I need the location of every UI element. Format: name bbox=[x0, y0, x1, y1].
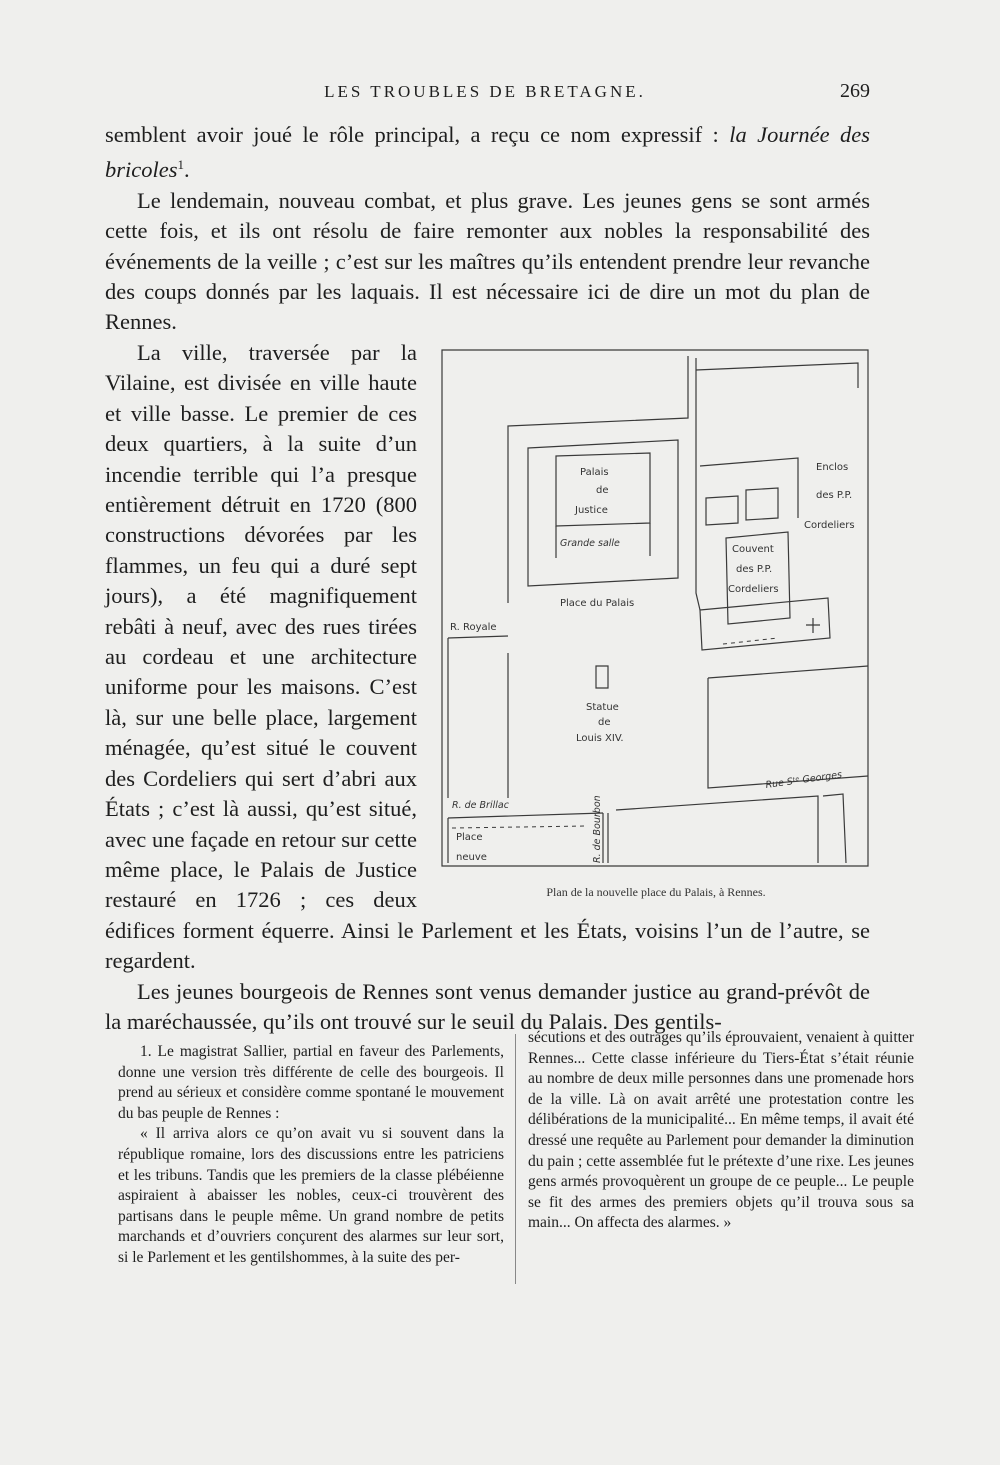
footnote-column-left bbox=[118, 1042, 504, 1269]
figure-caption: Plan de la nouvelle place du Palais, à Rennes. bbox=[546, 885, 766, 899]
plan-label-place-du-palais: Place du Palais bbox=[560, 598, 635, 609]
plan-label-rue-st-georges: Rue Sᵗᵉ Georges bbox=[764, 769, 843, 791]
plan-label-rue-de-bourbon: R. de Bourbon bbox=[592, 795, 603, 863]
footnote-1-quote-start: « Il arriva alors ce qu’on avait vu si souvent dans la république romaine, lors des discussions entre les patriciens et les tribuns. Tandis que les premiers de la classe plébéienne aspiraient à abaisser les nobles, ceux-ci trouvèrent des partisans dans le peuple même. Un grand nombre de petits marchands et d’ouvriers conçurent des alarmes sur leur sort, si le Parlement et les gentilshommes, à la suite des per- bbox=[118, 1125, 504, 1266]
running-title: LES TROUBLES DE BRETAGNE. bbox=[324, 82, 646, 101]
italic-phrase: la Journée des bricoles bbox=[105, 122, 870, 183]
plan-label-place-neuve-2: neuve bbox=[456, 852, 487, 863]
plan-label-statue-3: Louis XIV. bbox=[576, 733, 624, 744]
plan-label-couvent-1: Couvent bbox=[732, 544, 774, 555]
paragraph-jeunes-bourgeois: Les jeunes bourgeois de Rennes sont venus demander justice au grand-prévôt de la maréchaussée, qu’ils ont trouvé sur le seuil du Palais. Des gentils- bbox=[105, 978, 870, 1034]
plan-label-palais-2: de bbox=[596, 485, 609, 496]
city-plan-drawing bbox=[438, 348, 874, 878]
statue-pedestal bbox=[596, 666, 608, 688]
page-number: 269 bbox=[840, 80, 870, 102]
palais-enclosure bbox=[508, 356, 688, 603]
plan-label-rue-royale: R. Royale bbox=[450, 622, 497, 633]
south-block bbox=[616, 796, 818, 863]
plan-label-rue-de-brillac: R. de Brillac bbox=[452, 800, 509, 811]
plan-label-palais-3: Justice bbox=[575, 505, 608, 516]
plan-label-enclos-1: Enclos bbox=[816, 462, 849, 473]
church-cross bbox=[806, 618, 820, 633]
plan-label-enclos-3: Cordeliers bbox=[804, 520, 855, 531]
enclos-wall bbox=[700, 458, 798, 518]
footnote-1-intro: 1. Le magistrat Sallier, partial en faveur des Parlements, donne une version très différente de celle des bourgeois. Il prend au sérieux et considère comme spontané le mouvement du bas peuple de Rennes : bbox=[118, 1043, 504, 1122]
column-rule bbox=[515, 1034, 516, 1284]
rue-royale-edges bbox=[448, 636, 508, 798]
footnote-ref[interactable]: 1 bbox=[177, 157, 184, 173]
church-nave bbox=[700, 598, 830, 650]
small-building-2 bbox=[746, 488, 778, 520]
paragraph-la-ville: La ville, traversée par la Vilaine, est divisée en ville haute et ville basse. Le premier de ces deux quartiers, à la suite d’un incendie terrible qui l’a presque entièrement détruit en 1720 (800 constructions dévorées par les flammes, un feu qui a duré sept jours), a été magnifiquement rebâti à neuf, avec des rues tirées au cordeau et une architecture uniforme pour les maisons. C’est là, sur une belle place, largement ménagée, qu’est situé le couvent des Cordeliers qui sert d’abri aux États ; c’est là aussi, qu’est situé, avec une façade en retour sur cette même place, le Palais de Justice restauré en 1726 ; ces deux édifices forment équerre. Ainsi le Parlement et les États, voisins l’un de l’autre, se regardent. bbox=[105, 340, 870, 974]
bourbon-edge bbox=[603, 813, 608, 863]
north-block bbox=[696, 363, 858, 388]
plan-label-grande-salle: Grande salle bbox=[560, 538, 620, 549]
place-neuve-dash bbox=[452, 826, 588, 828]
plan-label-palais-1: Palais bbox=[580, 467, 609, 478]
small-building-1 bbox=[706, 496, 738, 525]
paragraph-continued: semblent avoir joué le rôle principal, a reçu ce nom expressif : la Journée des bricoles$^1$. bbox=[105, 122, 870, 183]
plan-label-statue-1: Statue bbox=[586, 702, 619, 713]
plan-label-couvent-2: des P.P. bbox=[736, 564, 773, 575]
south-east-block bbox=[708, 666, 868, 788]
plan-label-statue-2: de bbox=[598, 717, 611, 728]
map-figure bbox=[438, 348, 874, 908]
plan-frame bbox=[442, 350, 868, 866]
plan-label-place-neuve-1: Place bbox=[456, 832, 483, 843]
plan-label-enclos-2: des P.P. bbox=[816, 490, 853, 501]
rue-st-georges-edge bbox=[823, 794, 846, 863]
paragraph-lendemain: Le lendemain, nouveau combat, et plus grave. Les jeunes gens se sont armés cette fois, et ils ont résolu de faire remonter aux nobles la responsabilité des événements de la veille ; c’est sur les maîtres qu’ils entendent prendre leur revanche des coups donnés par les laquais. Il est nécessaire ici de dire un mot du plan de Rennes. bbox=[105, 187, 870, 335]
east-street-line bbox=[696, 358, 700, 610]
footnote-1-quote-end: sécutions et des outrages qu’ils éprouvaient, venaient à quitter Rennes... Cette classe inférieure du Tiers-État s’était réunie au nombre de deux mille personnes dans une promenade hors de la ville. Là on avait arrêté une protestation contre les délibérations de la municipalité... En même temps, il avait été dressé une requête au Parlement pour demander la diminution du pain ; cette assemblée fut le prétexte d’une rixe. Les jeunes gens armés provoquèrent un groupe de ce peuple... Le peuple se fit des armes des premiers objets qu’il trouva sous sa main... On affecta des alarmes. » bbox=[528, 1029, 914, 1232]
plan-label-couvent-3: Cordeliers bbox=[728, 584, 779, 595]
footnote-column-right bbox=[528, 1028, 914, 1234]
body-text-top bbox=[105, 120, 870, 338]
